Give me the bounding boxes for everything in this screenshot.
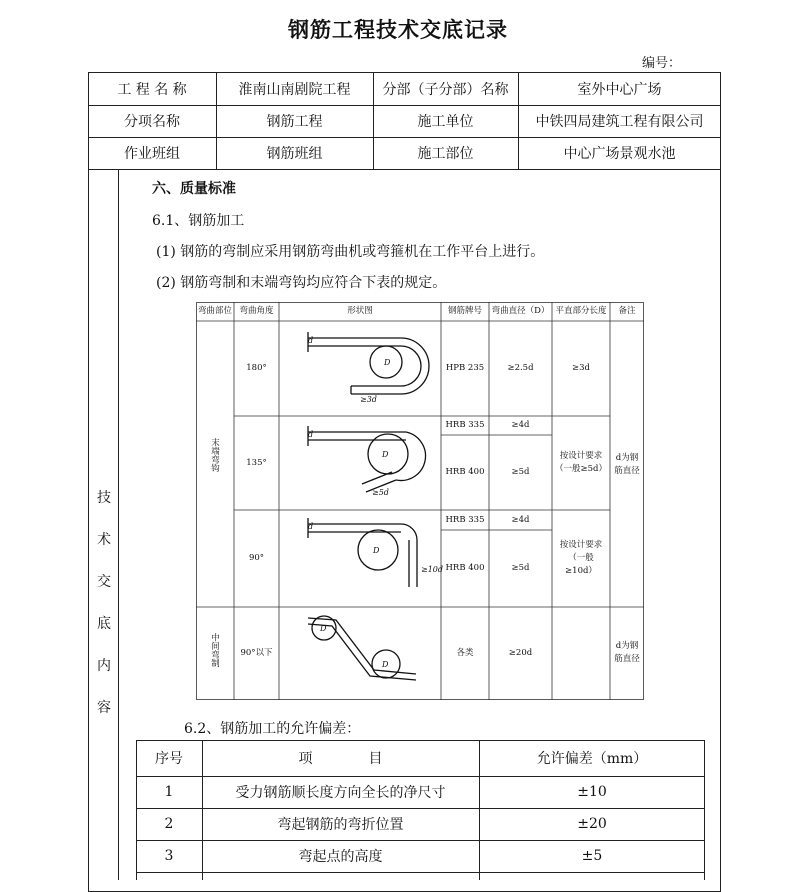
document-title: 钢筋工程技术交底记录: [288, 18, 508, 42]
svg-text:D: D: [382, 450, 389, 459]
label-item-name: 分项名称: [124, 114, 180, 130]
side-label-disclosure-content: 技 术 交 底 内 容: [97, 490, 111, 716]
hook-angle-below-90: 90°以下: [240, 648, 273, 658]
value-subdivision: 室外中心广场: [577, 81, 662, 98]
tol-row-3-no: 3: [164, 848, 174, 864]
hook-grade-hrb335-a: HRB 335: [445, 420, 485, 430]
tol-header-no: 序号: [155, 751, 183, 767]
tol-row-1-item: 受力钢筋顺长度方向全长的净尺寸: [235, 785, 446, 801]
hook-grade-all: 各类: [456, 648, 474, 658]
hook-diameter-4: ≥4d: [511, 514, 530, 525]
hook-header-shape: 形状图: [347, 306, 373, 316]
hook-angle-90: 90°: [248, 553, 265, 563]
subsection-tolerance: 6.2、钢筋加工的允许偏差：: [184, 721, 361, 737]
hook-grade-hrb400-b: HRB 400: [445, 563, 485, 573]
label-contractor: 施工单位: [417, 114, 474, 130]
tol-row-1-no: 1: [164, 784, 174, 800]
svg-text:≥10d: ≥10d: [421, 565, 444, 574]
label-project-name: 工 程 名 称: [117, 81, 187, 98]
tolerance-table: [136, 740, 705, 880]
hook-grade-hrb335-b: HRB 335: [445, 514, 485, 525]
tol-row-1-value: ±10: [577, 784, 607, 800]
svg-text:d: d: [308, 522, 314, 531]
svg-text:D: D: [382, 660, 389, 669]
hook-header-straight: 平直部分长度: [555, 306, 607, 316]
value-location: 中心广场景观水池: [563, 146, 676, 162]
hook-diameter-2: ≥4d: [511, 420, 530, 430]
hook-note-end: d为钢筋直径: [614, 453, 640, 476]
shape-label-D: D: [384, 358, 391, 367]
document-number-label: 编号：: [642, 56, 682, 71]
tol-row-2-item: 弯起钢筋的弯折位置: [277, 817, 404, 833]
hook-diameter-3: ≥5d: [511, 467, 530, 477]
svg-text:≥3d: ≥3d: [360, 395, 377, 404]
hook-grade-hrb400-a: HRB 400: [445, 467, 485, 477]
hook-group-middle: 中间弯制: [209, 633, 220, 667]
hook-diameter-1: ≥2.5d: [507, 363, 534, 373]
hook-angle-180: 180°: [246, 363, 267, 373]
hook-header-diameter: 弯曲直径（D）: [491, 306, 550, 316]
hook-group-end: 末端弯钩: [209, 438, 220, 472]
svg-text:D: D: [320, 624, 327, 633]
hook-diameter-5: ≥5d: [511, 563, 530, 573]
hook-note-middle: d为钢筋直径: [614, 640, 640, 664]
section-title-quality: 六、质量标准: [152, 181, 236, 197]
item-2-text: (2) 钢筋弯制和末端弯钩均应符合下表的规定。: [156, 275, 447, 291]
subsection-rebar-processing: 6.1、钢筋加工: [152, 213, 245, 229]
tol-row-2-no: 2: [164, 816, 174, 832]
value-contractor: 中铁四局建筑工程有限公司: [535, 114, 704, 130]
hook-angle-135: 135°: [246, 457, 267, 468]
hook-header-part: 弯曲部位: [197, 306, 232, 316]
hook-grade-hpb235: HPB 235: [445, 363, 485, 373]
item-1-text: (1) 钢筋的弯制应采用钢筋弯曲机或弯箍机在工作平台上进行。: [156, 244, 545, 260]
hook-header-angle: 弯曲角度: [239, 306, 274, 316]
hook-diameter-6: ≥20d: [508, 648, 533, 658]
label-location: 施工部位: [417, 146, 474, 162]
hook-straight-2: 按设计要求（一般≥5d）: [555, 451, 607, 474]
hook-header-grade: 钢筋牌号: [447, 306, 482, 316]
tol-row-3-item: 弯起点的高度: [298, 849, 383, 865]
tol-header-deviation: 允许偏差（mm）: [536, 751, 648, 767]
hook-straight-3: 按设计要求（一般≥10d）: [559, 540, 603, 576]
value-work-team: 钢筋班组: [266, 146, 323, 162]
hook-straight-1: ≥3d: [572, 363, 590, 373]
tol-row-2-value: ±20: [577, 816, 607, 832]
svg-text:d: d: [308, 336, 314, 345]
hook-header-note: 备注: [618, 306, 636, 316]
value-project-name: 淮南山南剧院工程: [238, 81, 351, 98]
tol-row-3-value: ±5: [581, 848, 603, 864]
svg-text:d: d: [308, 430, 314, 439]
svg-text:≥5d: ≥5d: [372, 488, 389, 497]
tol-header-item: 项 目: [298, 751, 383, 767]
value-item-name: 钢筋工程: [266, 114, 323, 130]
svg-text:D: D: [373, 546, 380, 555]
label-work-team: 作业班组: [124, 146, 180, 162]
label-subdivision: 分部（子分部）名称: [382, 81, 509, 98]
